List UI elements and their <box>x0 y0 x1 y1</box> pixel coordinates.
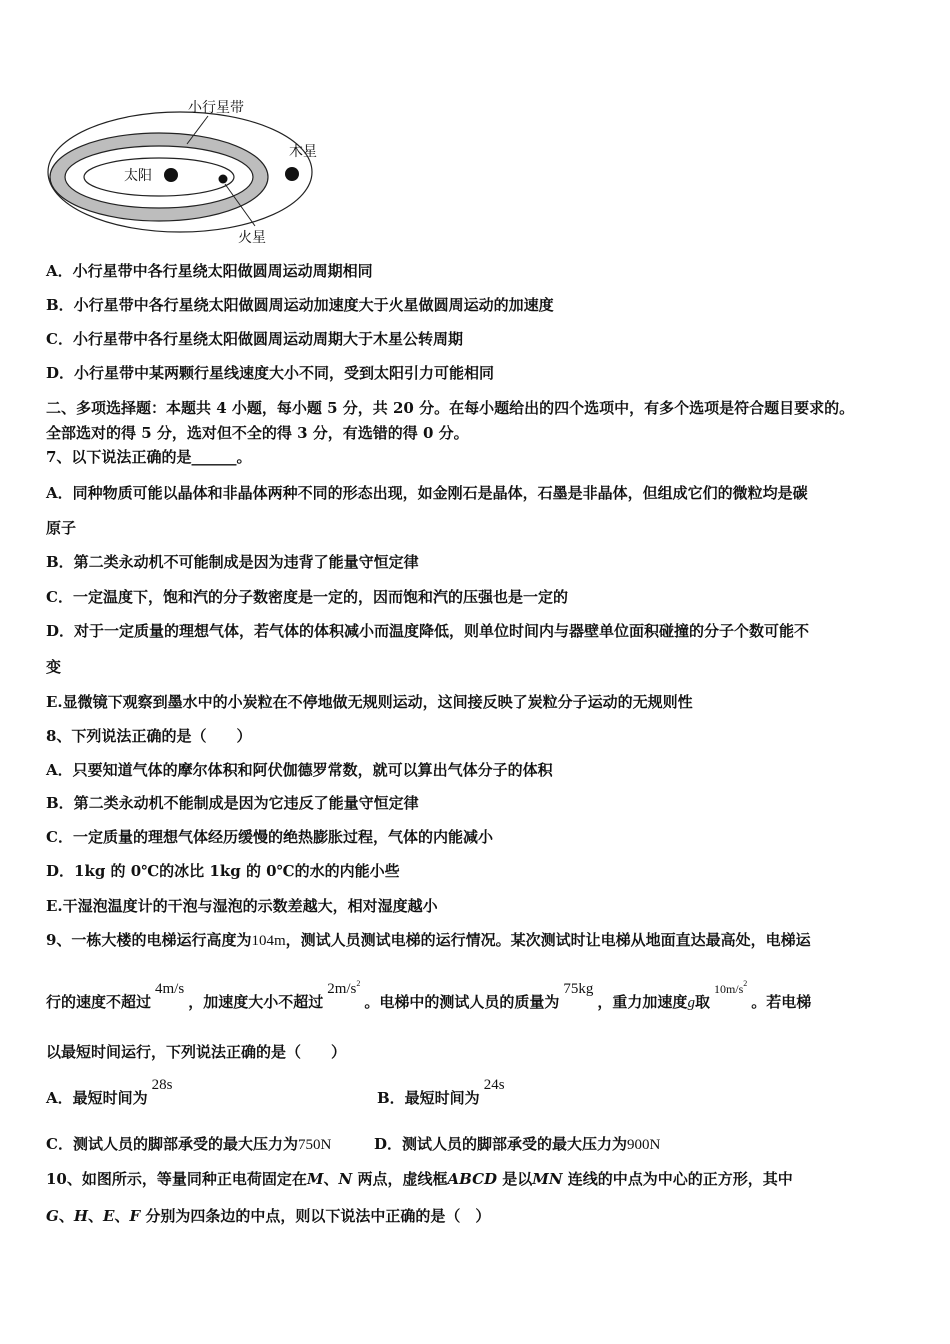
q10-segment-mn: MN <box>532 1170 563 1188</box>
sun-label: 太阳 <box>124 168 152 184</box>
q7-stem: 7、以下说法正确的是______。 <box>46 448 252 466</box>
q9-stem-line3: 以最短时间运行，下列说法正确的是（ ） <box>46 1043 347 1061</box>
q9-accel-base: 2m/s <box>327 981 357 997</box>
asteroid-belt-figure <box>40 96 340 248</box>
q9-text: ，重力加速度 <box>597 993 688 1011</box>
q9-text: ，测试人员测试电梯的运行情况。某次测试时让电梯从地面直达最高处，电梯运 <box>285 931 811 949</box>
q9-option-a-text: A．最短时间为 <box>46 1089 148 1107</box>
q10-square-abcd: ABCD <box>447 1170 498 1188</box>
q9-text: 9、一栋大楼的电梯运行高度为 <box>46 931 252 949</box>
q10-separator: 、 <box>114 1207 130 1225</box>
jupiter-dot <box>285 167 299 181</box>
q9-mass-value: 75kg <box>563 981 594 997</box>
q9-option-b-text: B．最短时间为 <box>377 1089 480 1107</box>
q10-point-g: G <box>46 1207 59 1225</box>
q10-stem-line1 <box>46 1169 793 1189</box>
q6-option-d: D．小行星带中某两颗行星线速度大小不同，受到太阳引力可能相同 <box>46 364 495 382</box>
q8-option-d: D．1kg 的 0℃的冰比 1kg 的 0℃的水的内能小些 <box>46 862 400 880</box>
q10-text: 是以 <box>497 1170 533 1188</box>
q10-text: 两点，虚线框 <box>352 1170 448 1188</box>
q6-option-a: A．小行星带中各行星绕太阳做圆周运动周期相同 <box>46 262 373 280</box>
q10-text: 分别为四条边的中点，则以下说法中正确的是（ ） <box>140 1207 491 1225</box>
q9-option-d-value: 900N <box>627 1137 661 1153</box>
q10-separator: 、 <box>58 1207 74 1225</box>
q9-option-c-value: 750N <box>297 1137 332 1153</box>
q9-g-base: 10m/s <box>713 982 744 996</box>
q9-option-c <box>46 1134 331 1155</box>
q8-option-e: E.干湿泡温度计的干泡与湿泡的示数差越大，相对湿度越小 <box>46 897 438 915</box>
q10-point-f: F <box>129 1207 141 1225</box>
q9-g-symbol: g <box>687 995 695 1011</box>
mars-label: 火星 <box>238 230 266 246</box>
q9-stem-line2 <box>46 979 812 1015</box>
q9-option-a <box>46 1077 176 1109</box>
q8-option-a: A．只要知道气体的摩尔体积和阿伏伽德罗常数，就可以算出气体分子的体积 <box>46 761 553 779</box>
q10-stem-line2 <box>46 1206 490 1226</box>
mars-dot <box>219 175 228 184</box>
q7-option-b: B．第二类永动机不可能制成是因为违背了能量守恒定律 <box>46 553 419 571</box>
q9-accel-exponent: 2 <box>356 979 361 988</box>
q8-option-c: C．一定质量的理想气体经历缓慢的绝热膨胀过程，气体的内能减小 <box>46 828 493 846</box>
q10-separator: 、 <box>88 1207 104 1225</box>
q10-point-m: M <box>306 1170 324 1188</box>
q6-option-c: C．小行星带中各行星绕太阳做圆周运动周期大于木星公转周期 <box>46 330 463 348</box>
q7-option-d-line2: 变 <box>46 658 62 676</box>
q9-option-c-text: C．测试人员的脚部承受的最大压力为 <box>46 1135 298 1153</box>
q7-option-e: E.显微镜下观察到墨水中的小炭粒在不停地做无规则运动，这间接反映了炭粒分子运动的无规则性 <box>46 693 693 711</box>
section2-instructions-line2: 全部选对的得 5 分，选对但不全的得 3 分，有选错的得 0 分。 <box>46 424 469 442</box>
q7-option-d-line1: D．对于一定质量的理想气体，若气体的体积减小而温度降低，则单位时间内与器壁单位面积碰撞的分子个数可能不 <box>46 622 810 640</box>
q7-option-a-line2: 原子 <box>46 519 77 537</box>
q8-stem: 8、下列说法正确的是（ ） <box>46 727 252 745</box>
q9-g-value <box>713 979 748 996</box>
q9-option-a-value: 28s <box>151 1077 173 1093</box>
q9-option-d <box>374 1134 660 1155</box>
q9-accel-value <box>327 981 360 997</box>
q9-height-value: 104m <box>251 933 286 949</box>
q6-option-b: B．小行星带中各行星绕太阳做圆周运动加速度大于火星做圆周运动的加速度 <box>46 296 554 314</box>
q9-option-b-value: 24s <box>483 1077 505 1093</box>
q7-option-a-line1: A．同种物质可能以晶体和非晶体两种不同的形态出现，如金刚石是晶体，石墨是非晶体，但组成它们的微粒均是碳 <box>46 484 808 502</box>
q10-text: 连线的中点为中心的正方形，其中 <box>562 1170 793 1188</box>
q9-text: 。若电梯 <box>751 993 812 1011</box>
q9-option-b <box>377 1077 509 1109</box>
q9-text: 取 <box>694 993 710 1011</box>
q9-speed-value: 4m/s <box>155 981 185 997</box>
q9-text: 行的速度不超过 <box>46 993 152 1011</box>
jupiter-label: 木星 <box>289 144 317 160</box>
q10-text: 10、如图所示，等量同种正电荷固定在 <box>46 1170 307 1188</box>
q9-stem-line1 <box>46 930 811 951</box>
q10-point-e: E <box>103 1207 115 1225</box>
q10-separator: 、 <box>323 1170 339 1188</box>
q9-text: ，加速度大小不超过 <box>188 993 324 1011</box>
sun-dot <box>164 168 178 182</box>
q7-option-c: C．一定温度下，饱和汽的分子数密度是一定的，因而饱和汽的压强也是一定的 <box>46 588 568 606</box>
q10-point-h: H <box>73 1207 89 1225</box>
q10-point-n: N <box>338 1170 353 1188</box>
q9-text: 。电梯中的测试人员的质量为 <box>364 993 560 1011</box>
q8-option-b: B．第二类永动机不能制成是因为它违反了能量守恒定律 <box>46 794 419 812</box>
q9-g-exponent: 2 <box>743 979 748 988</box>
section2-instructions-line1: 二、多项选择题：本题共 4 小题，每小题 5 分，共 20 分。在每小题给出的四个选项中，有多个选项是符合题目要求的。 <box>46 399 855 417</box>
belt-label: 小行星带 <box>188 100 244 116</box>
q9-option-d-text: D．测试人员的脚部承受的最大压力为 <box>374 1135 628 1153</box>
